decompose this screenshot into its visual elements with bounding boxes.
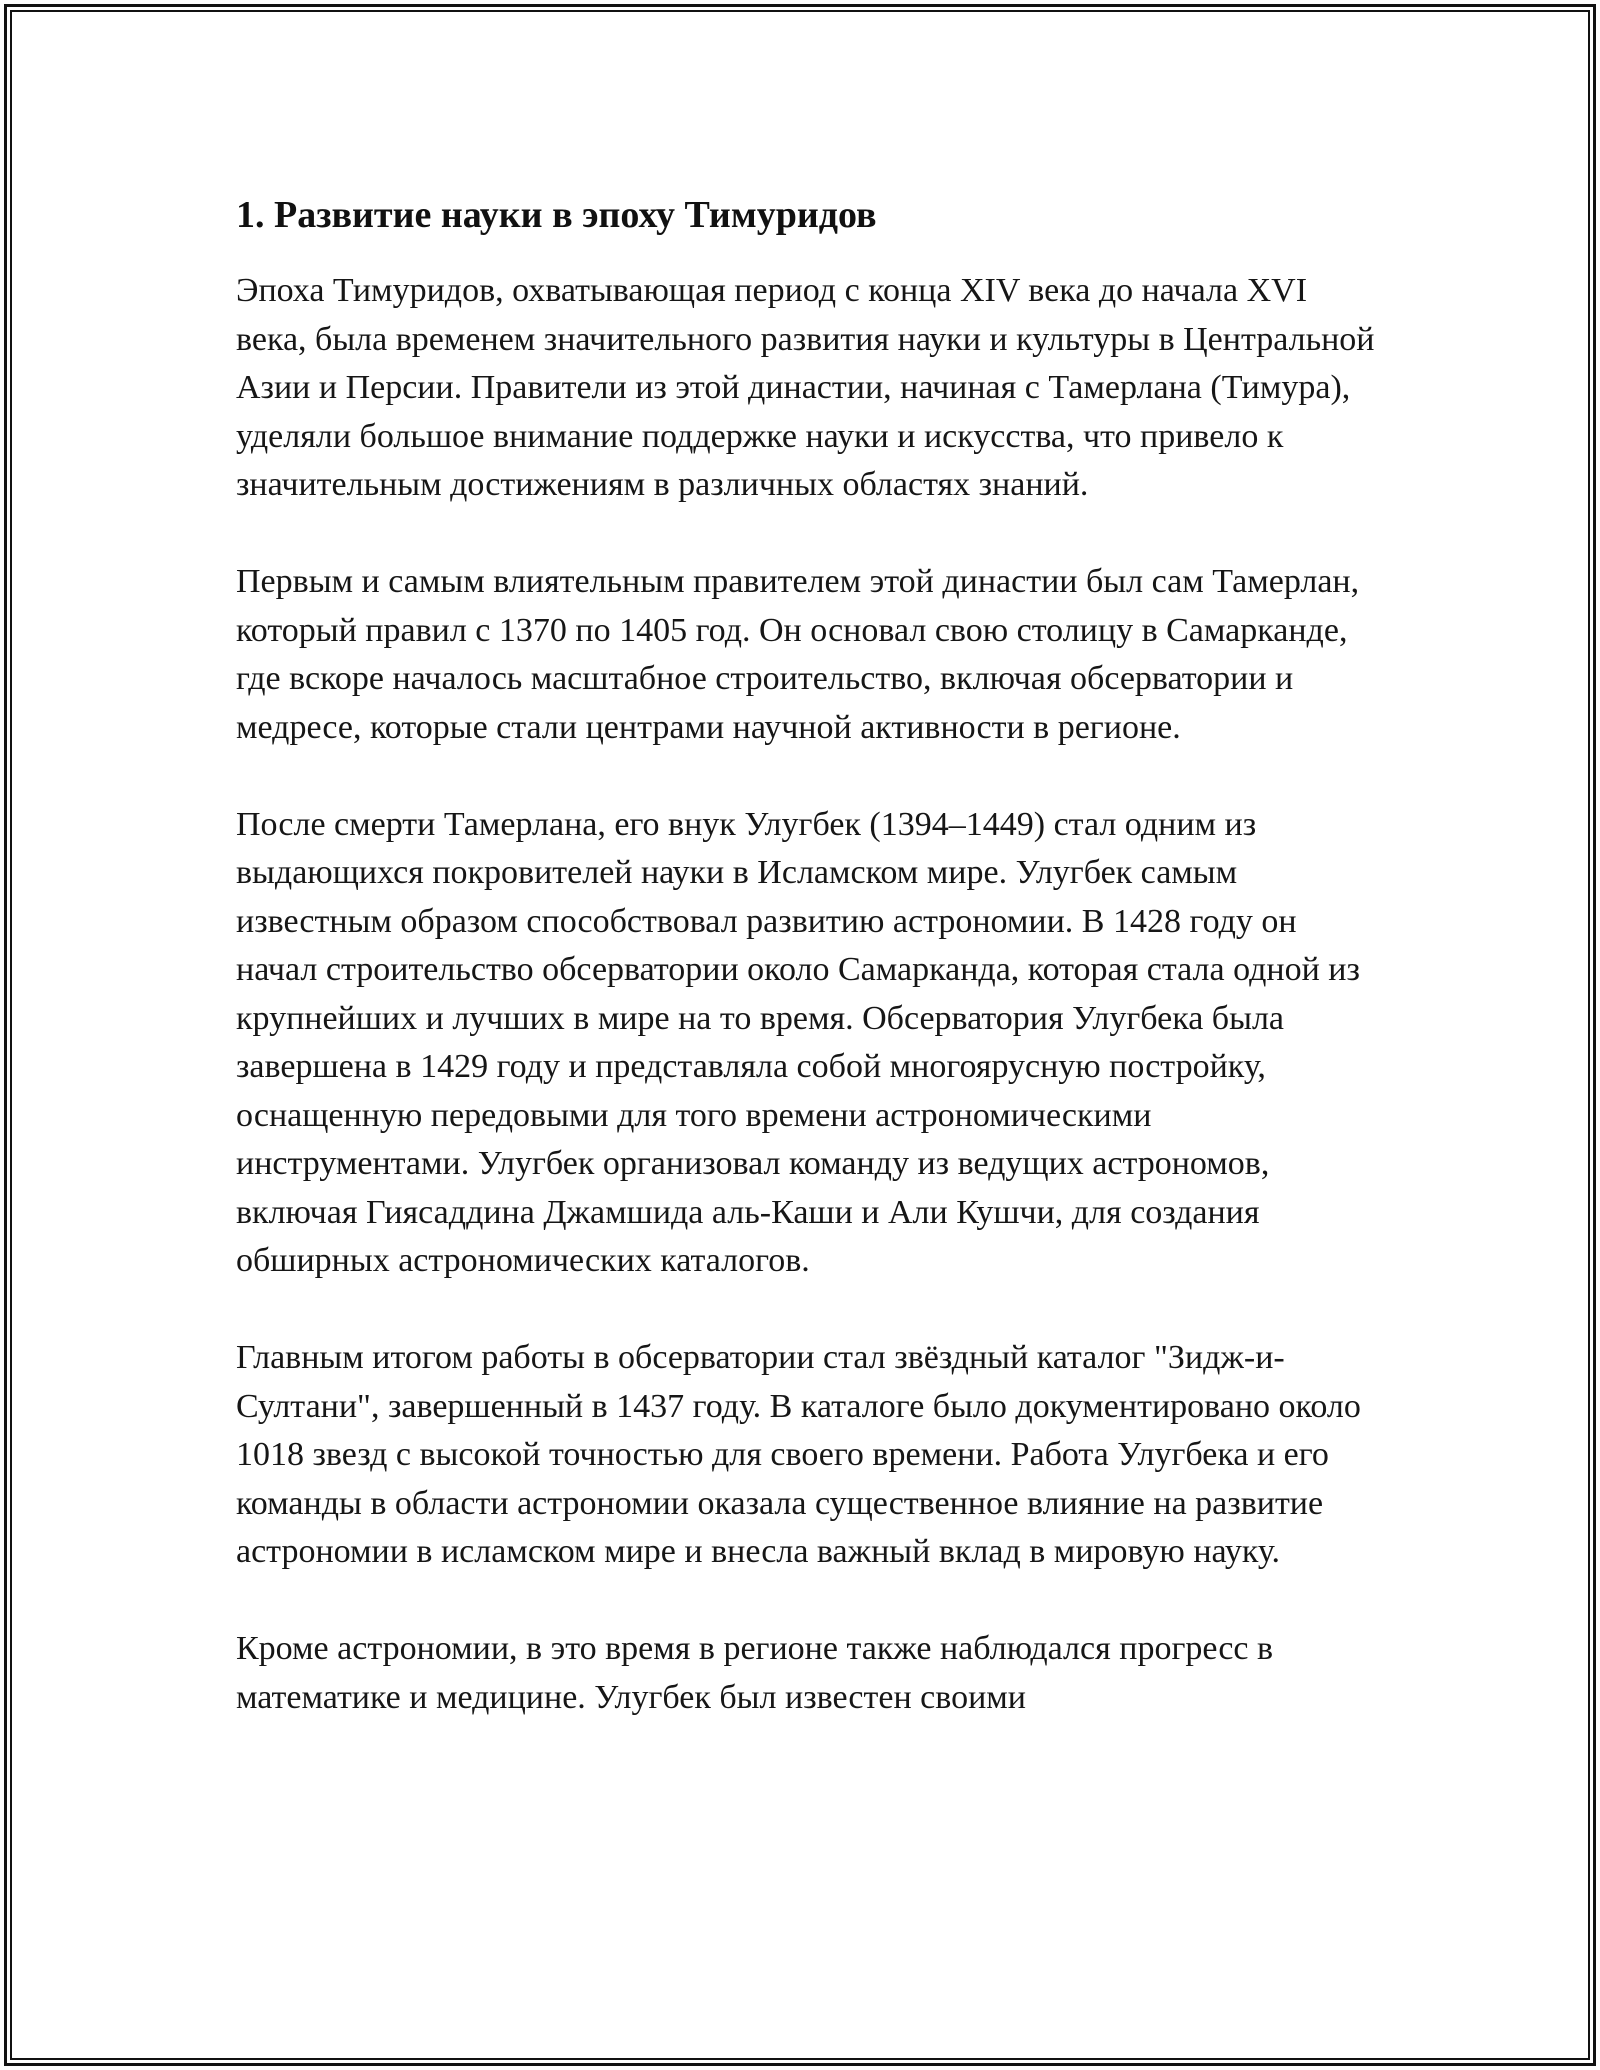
paragraph-2: Первым и самым влиятельным правителем этой династии был сам Тамерлан, который правил с 1370 по 1405 год. Он основал свою столицу в Самарканде, где вскоре началось масштабное строительство, включая обсерватории и медресе, которые стали центрами научной активности в регионе.	[236, 563, 1360, 746]
paragraph-3: После смерти Тамерлана, его внук Улугбек (1394–1449) стал одним из выдающихся покровителей науки в Исламском мире. Улугбек самым известным образом способствовал развитию астрономии. В 1428 году он начал строительство обсерватории около Самарканда, которая стала одной из крупнейших и лучших в мире на то время. Обсерватория Улугбека была завершена в 1429 году и представляла собой многоярусную постройку, оснащенную передовыми для того времени астрономическими инструментами. Улугбек организовал команду из ведущих астрономов, включая Гиясаддина Джамшида аль-Каши и Али Кушчи, для создания обширных астрономических каталогов.	[236, 805, 1360, 1279]
paragraph-1: Эпоха Тимуридов, охватывающая период с конца XIV века до начала XVI века, была временем значительного развития науки и культуры в Центральной Азии и Персии. Правители из этой династии, начиная с Тамерлана (Тимура), уделяли большое внимание поддержке науки и искусства, что привело к значительным достижениям в различных областях знаний.	[236, 272, 1375, 503]
section-heading: 1. Развитие науки в эпоху Тимуридов	[236, 194, 877, 236]
document-body	[236, 186, 1386, 1771]
paragraph-4: Главным итогом работы в обсерватории стал звёздный каталог "Зидж-и-Султани", завершенный в 1437 году. В каталоге было документировано около 1018 звезд с высокой точностью для своего времени. Работа Улугбека и его команды в области астрономии оказала существенное влияние на развитие астрономии в исламском мире и внесла важный вклад в мировую науку.	[236, 1339, 1361, 1570]
paragraph-5: Кроме астрономии, в это время в регионе также наблюдался прогресс в математике и медицине. Улугбек был известен своими	[236, 1630, 1274, 1716]
